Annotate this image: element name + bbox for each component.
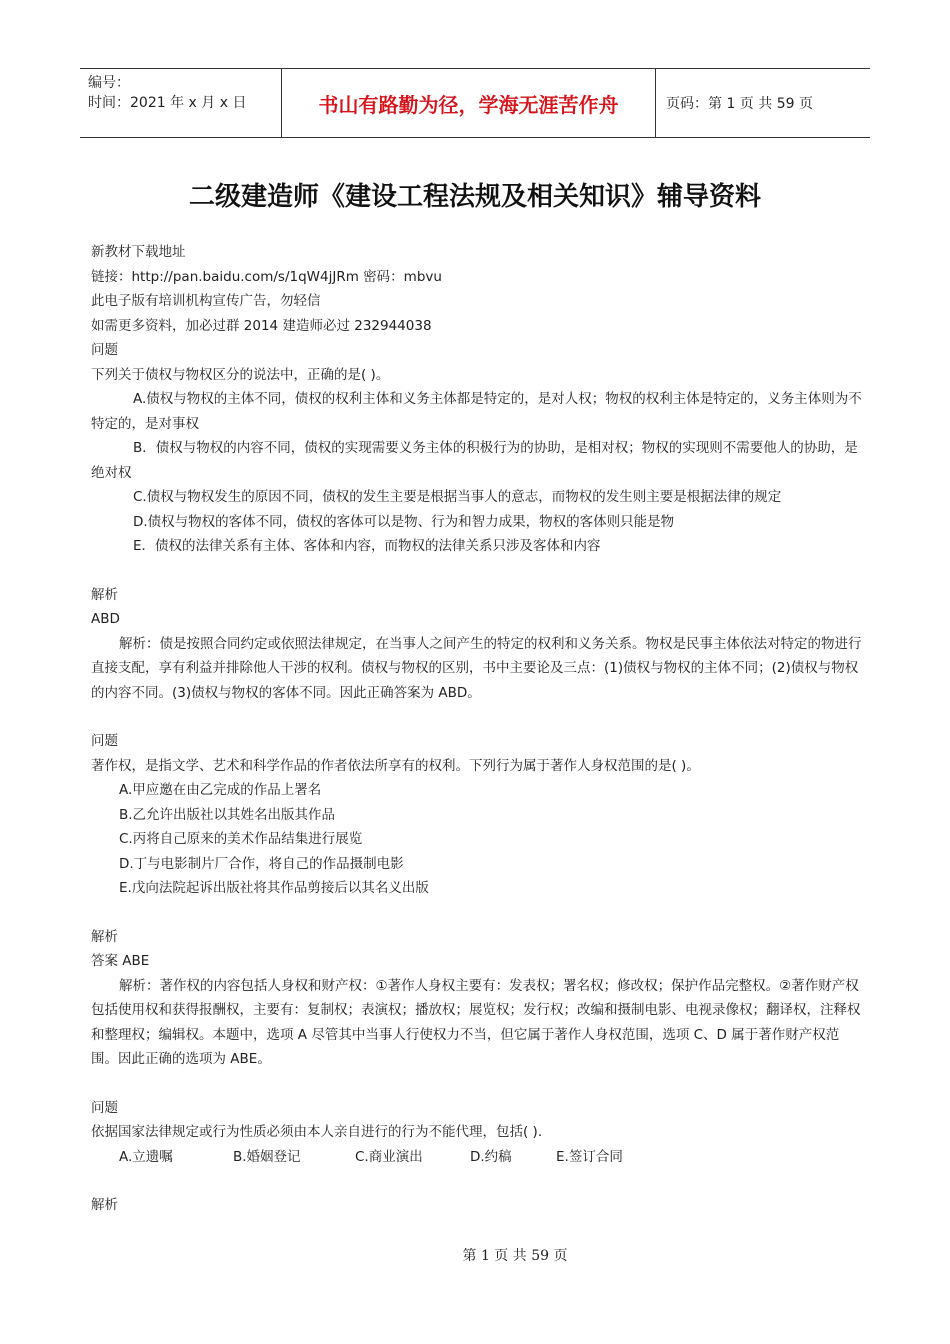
header-left-cell [80,69,282,137]
question-stem: 依据国家法律规定或行为性质必须由本人亲自进行的行为不能代理，包括( ). [91,1124,543,1140]
number-label: 编号： [88,75,130,91]
analysis-label: 解析 [91,586,118,603]
explanation: 解析：债是按照合同约定或依照法律规定，在当事人之间产生的特定的权利和义务关系。物权是民事主体依法对特定的物进行直接支配，享有利益并排除他人干涉的权利。债权与物权的区别，书中主要论及三点：(1)债权与物权的主体不同；(2)债权与物权的内容不同。(3)债权与物权的客体不同。因此正确答案为 ABD。 [91,635,862,701]
option-b: B．债权与物权的内容不同，债权的实现需要义务主体的积极行为的协助，是相对权；物权的实现则不需要他人的协助，是绝对权 [91,440,858,481]
option-c: C.商业演出 [355,1148,423,1165]
option-b: B.乙允许出版社以其姓名出版其作品 [119,806,336,823]
question-stem: 著作权，是指文学、艺术和科学作品的作者依法所享有的权利。下列行为属于著作人身权范围的是( )。 [91,757,700,774]
option-c: C.丙将自己原来的美术作品结集进行展览 [119,831,363,847]
motto: 书山有路勤为径，学海无涯苦作舟 [282,69,656,137]
option-a: A.甲应邀在由乙完成的作品上署名 [119,782,322,798]
options-row [91,1145,866,1170]
analysis-label: 解析 [91,928,118,945]
intro-line: 链接：http://pan.baidu.com/s/1qW4jJRm 密码：mbvu [91,268,442,285]
question-label: 问题 [91,1099,118,1116]
answer: 答案 ABE [91,953,150,969]
option-d: D.丁与电影制片厂合作，将自己的作品摄制电影 [119,855,404,872]
option-b: B.婚姻登记 [233,1148,301,1165]
option-e: E.签订合同 [556,1148,623,1165]
intro-line: 新教材下载地址 [91,244,186,260]
intro-line: 如需更多资料，加必过群 2014 建造师必过 232944038 [91,317,432,334]
time-label: 时间：2021 年 x 月 x 日 [88,95,247,111]
option-d: D.约稿 [470,1148,512,1165]
option-d: D.债权与物权的客体不同，债权的客体可以是物、行为和智力成果，物权的客体则只能是物 [133,513,675,530]
document-title: 二级建造师《建设工程法规及相关知识》辅导资料 [188,182,761,212]
document-body [91,240,866,1218]
option-e: E．债权的法律关系有主体、客体和内容，而物权的法律关系只涉及客体和内容 [133,538,601,554]
option-a: A.债权与物权的主体不同，债权的权利主体和义务主体都是特定的，是对人权；物权的权利主体是特定的，义务主体则为不特定的，是对事权 [91,391,862,432]
option-c: C.债权与物权发生的原因不同，债权的发生主要是根据当事人的意志，而物权的发生则主要是根据法律的规定 [133,489,782,505]
page-footer: 第 1 页 共 59 页 [462,1248,568,1264]
analysis-label: 解析 [91,1197,118,1213]
explanation: 解析：著作权的内容包括人身权和财产权：①著作人身权主要有：发表权；署名权；修改权；保护作品完整权。②著作财产权包括使用权和获得报酬权，主要有：复制权；表演权；播放权；展览权；发行权；改编和摄制电影、电视录像权；翻译权，注释权和整理权；编辑权。本题中，选项 A 尽管其中当事人行使权力不当，但它属于著作人身权范围，选项 C、D 属于著作财产权范围。因此正确的选项为 ABE。 [91,977,861,1067]
option-a: A.立遗嘱 [119,1148,173,1165]
answer: ABD [91,611,120,627]
option-e: E.戊向法院起诉出版社将其作品剪接后以其名义出版 [119,880,429,896]
header-table [80,68,870,138]
page-info: 页码：第 1 页 共 59 页 [666,96,813,112]
question-stem: 下列关于债权与物权区分的说法中，正确的是( )。 [91,366,390,383]
intro-line: 此电子版有培训机构宣传广告，勿轻信 [91,293,321,309]
question-label: 问题 [91,733,118,749]
question-label: 问题 [91,342,118,358]
